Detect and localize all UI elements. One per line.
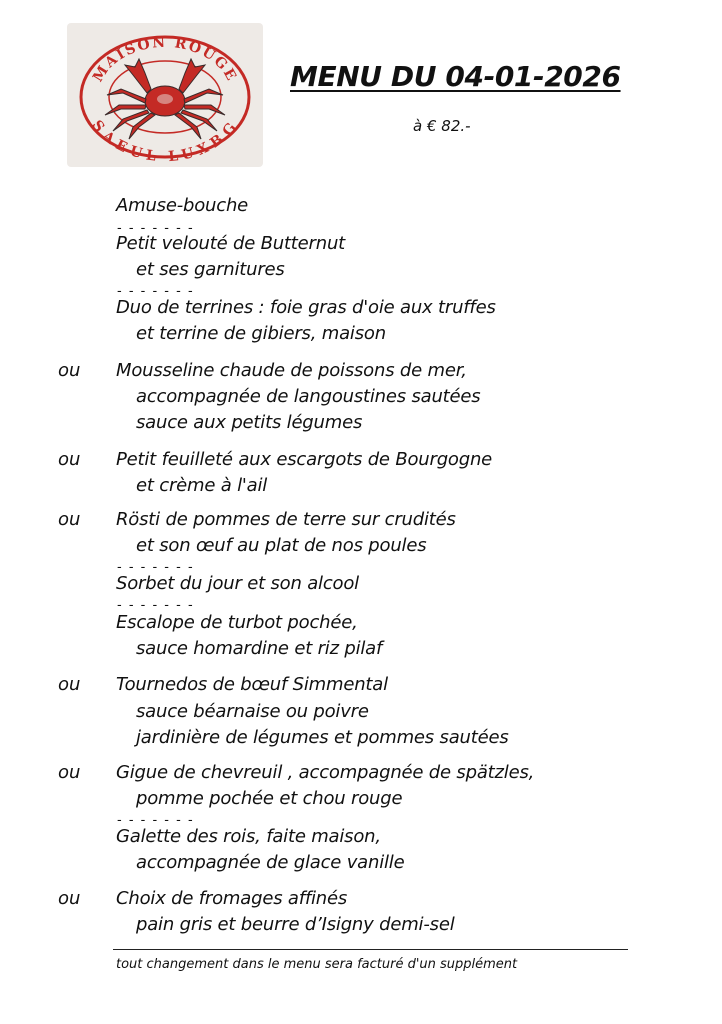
- footnote: tout changement dans le menu sera facturé d'un supplément: [116, 957, 518, 972]
- course-separator: - - - - - - -: [117, 598, 195, 613]
- course-title: Gigue de chevreuil , accompagnée de spätzles,: [116, 762, 535, 783]
- or-label: ou: [58, 762, 81, 783]
- course-title: Petit feuilleté aux escargots de Bourgogne: [116, 449, 493, 470]
- course-title: Escalope de turbot pochée,: [116, 612, 358, 633]
- course-detail: et crème à l'ail: [136, 475, 268, 496]
- or-label: ou: [58, 674, 81, 695]
- or-label: ou: [58, 449, 81, 470]
- course-title: Tournedos de bœuf Simmental: [116, 674, 388, 695]
- course-detail: sauce béarnaise ou poivre: [136, 701, 369, 722]
- course-detail: pomme pochée et chou rouge: [136, 788, 403, 809]
- course-title: Choix de fromages affinés: [116, 888, 348, 909]
- course-detail: et ses garnitures: [136, 259, 285, 280]
- course-title: Mousseline chaude de poissons de mer,: [116, 360, 467, 381]
- logo-text-bottom: SAEUL LUXBG: [88, 117, 242, 166]
- course-detail: jardinière de légumes et pommes sautées: [136, 727, 509, 748]
- crab-logo-icon: [67, 23, 263, 167]
- course-title: Petit velouté de Butternut: [116, 233, 346, 254]
- menu-price: à € 82.-: [413, 117, 471, 135]
- course-detail: accompagnée de glace vanille: [136, 852, 405, 873]
- logo-text-top: MAISON ROUGE: [90, 34, 240, 85]
- course-separator: - - - - - - -: [117, 284, 195, 299]
- restaurant-logo: [67, 23, 263, 167]
- course-separator: - - - - - - -: [117, 221, 195, 236]
- course-detail: accompagnée de langoustines sautées: [136, 386, 481, 407]
- course-detail: pain gris et beurre d’Isigny demi-sel: [136, 914, 455, 935]
- course-title: Sorbet du jour et son alcool: [116, 573, 359, 594]
- or-label: ou: [58, 360, 81, 381]
- course-separator: - - - - - - -: [117, 560, 195, 575]
- or-label: ou: [58, 509, 81, 530]
- menu-title: MENU DU 04-01-2026: [290, 60, 621, 93]
- course-title: Amuse-bouche: [116, 195, 249, 216]
- course-title: Duo de terrines : foie gras d'oie aux truffes: [116, 297, 496, 318]
- svg-text:SAEUL LUXBG: [88, 118, 241, 166]
- footer-divider: [113, 949, 628, 950]
- or-label: ou: [58, 888, 81, 909]
- course-title: Rösti de pommes de terre sur crudités: [116, 509, 456, 530]
- course-detail: et son œuf au plat de nos poules: [136, 535, 427, 556]
- course-detail: sauce aux petits légumes: [136, 412, 363, 433]
- course-detail: sauce homardine et riz pilaf: [136, 638, 383, 659]
- course-separator: - - - - - - -: [117, 813, 195, 828]
- course-detail: et terrine de gibiers, maison: [136, 323, 386, 344]
- course-title: Galette des rois, faite maison,: [116, 826, 381, 847]
- svg-text:MAISON ROUGE: [90, 35, 240, 85]
